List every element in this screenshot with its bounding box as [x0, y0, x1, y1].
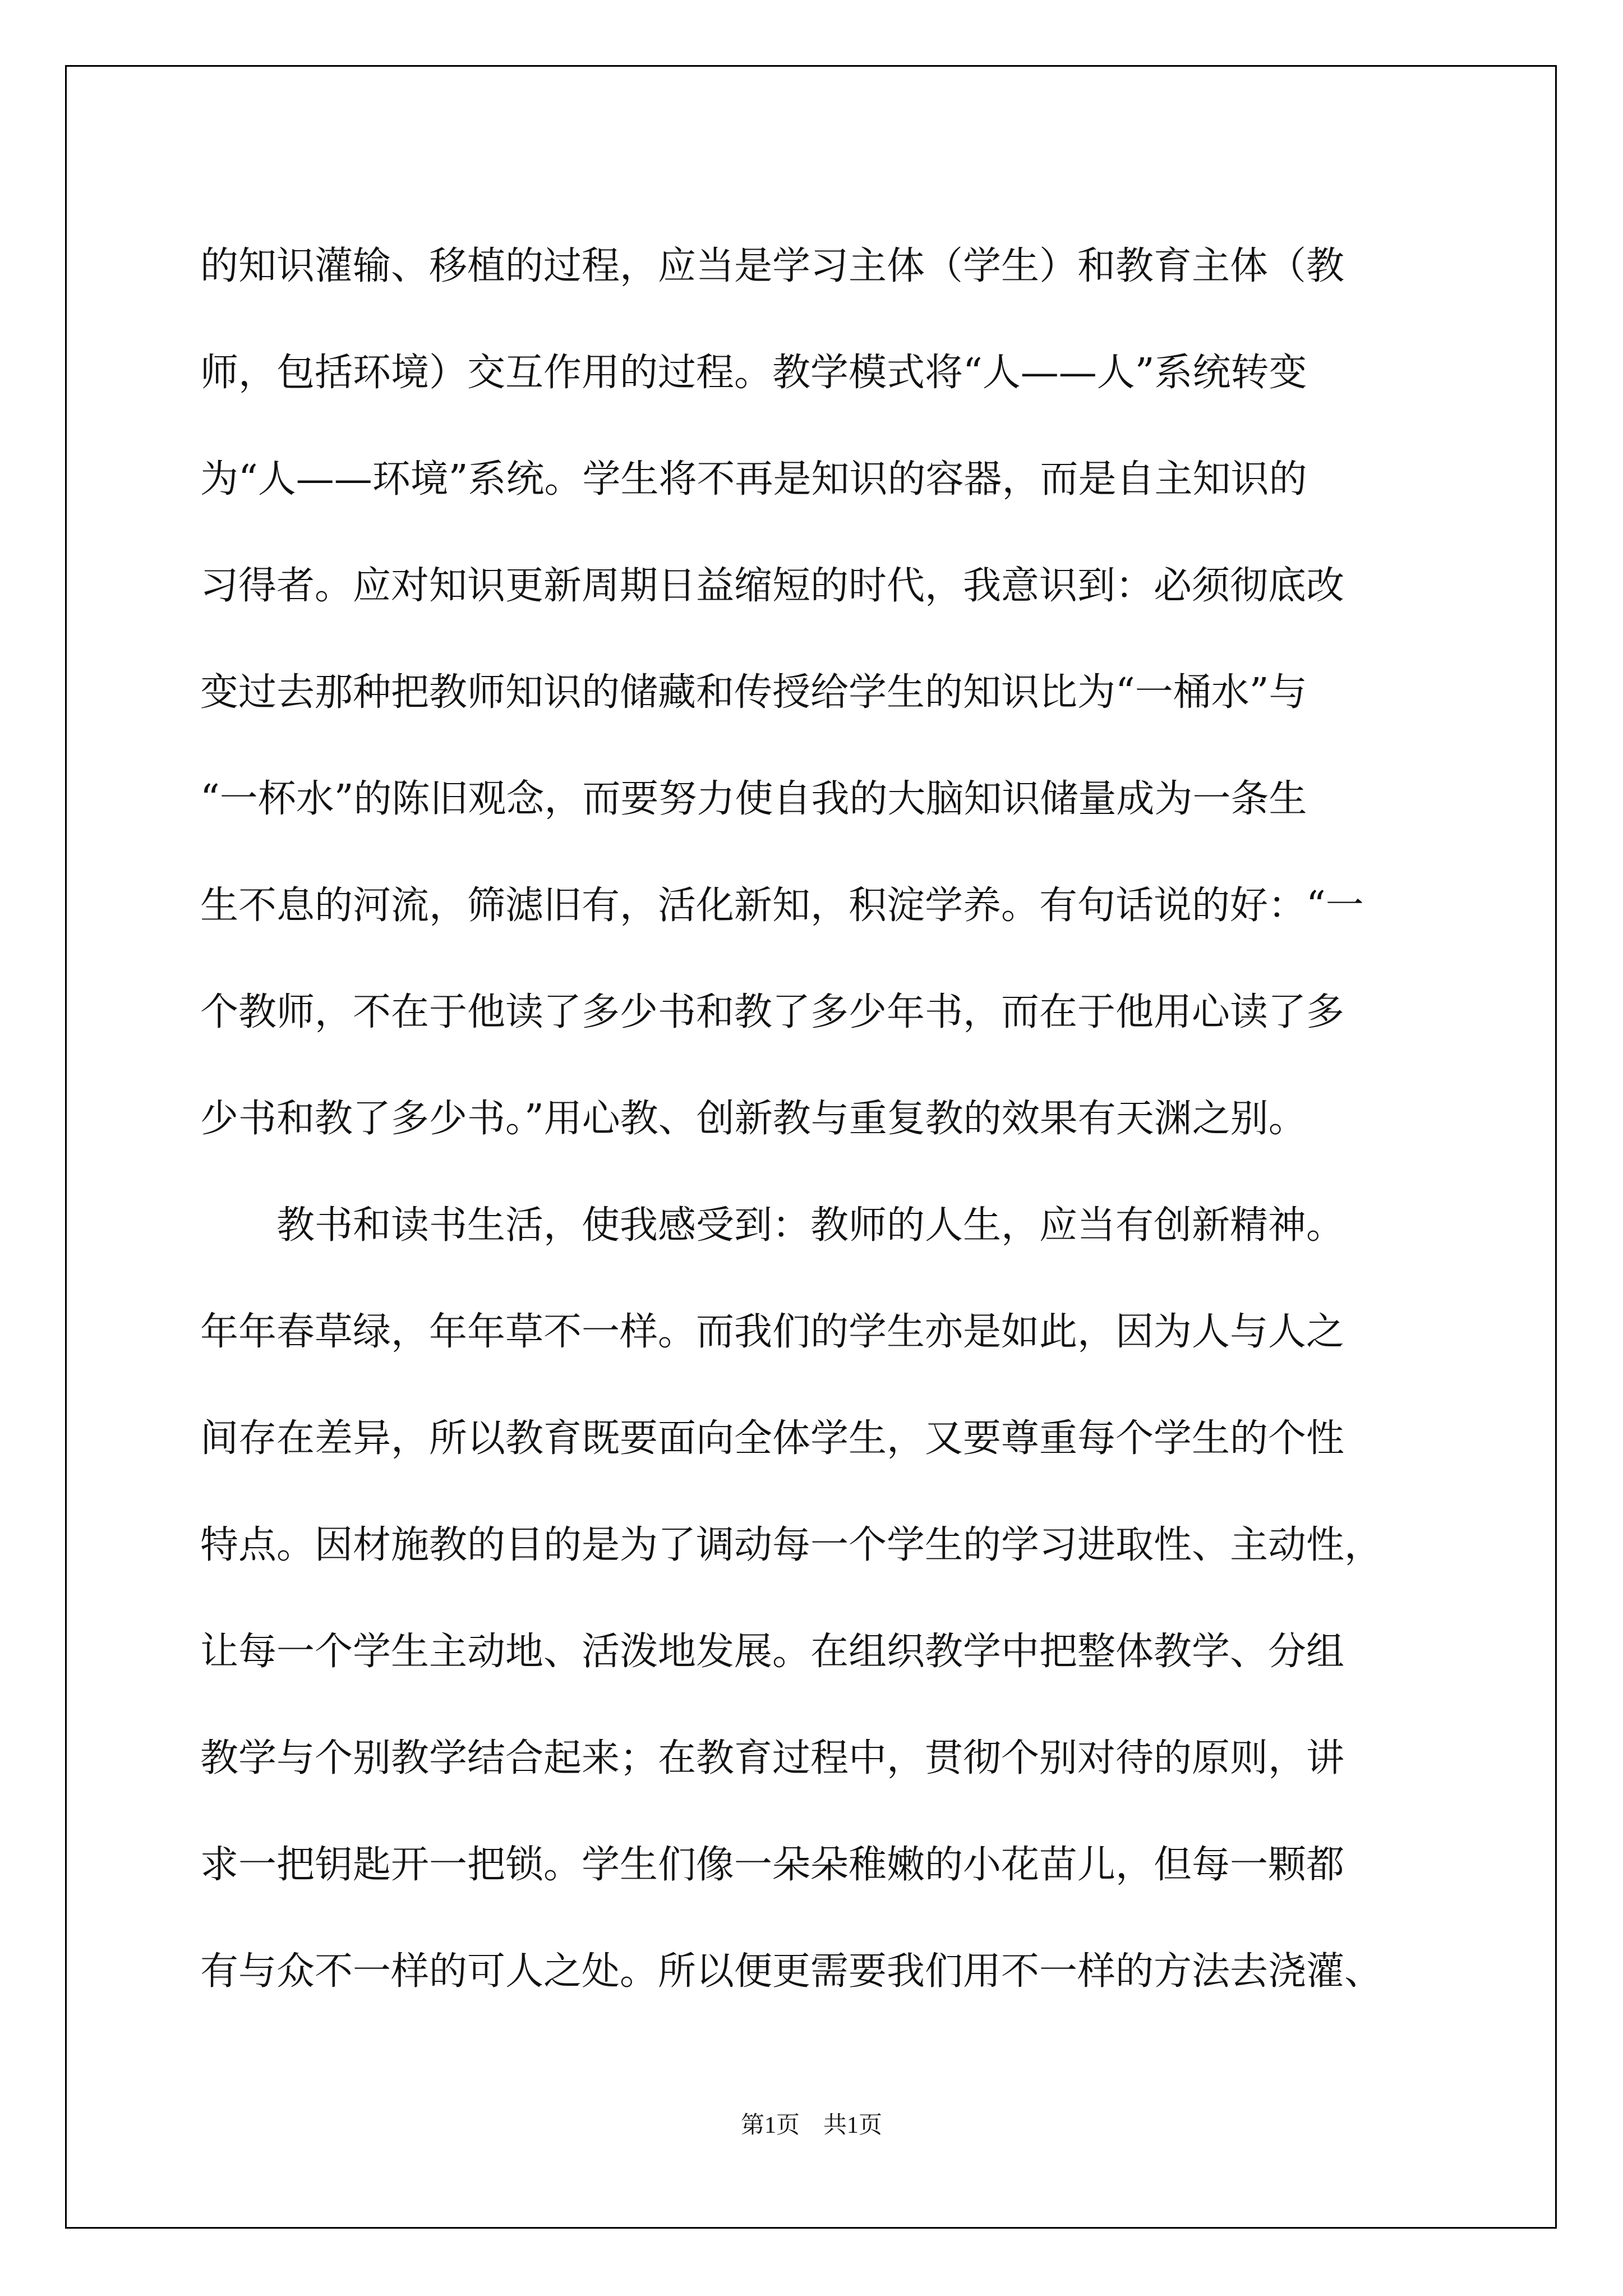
document-body	[200, 213, 1434, 2025]
text-line: 有与众不一样的可人之处。所以便更需要我们用不一样的方法去浇灌、	[200, 1949, 1383, 1994]
text-line: 求一把钥匙开一把锁。学生们像一朵朵稚嫩的小花苗儿，但每一颗都	[200, 1843, 1345, 1887]
text-line: 特点。因材施教的目的是为了调动每一个学生的学习进取性、主动性，	[200, 1523, 1383, 1567]
text-line: 为“人——环境”系统。学生将不再是知识的容器，而是自主知识的	[200, 457, 1307, 501]
text-line: 教学与个别教学结合起来；在教育过程中，贯彻个别对待的原则，讲	[200, 1736, 1345, 1780]
text-line: 习得者。应对知识更新周期日益缩短的时代，我意识到：必须彻底改	[200, 564, 1345, 608]
text-line: 生不息的河流，筛滤旧有，活化新知，积淀学养。有句话说的好：“一	[200, 884, 1364, 928]
paragraph-start-line: 教书和读书生活，使我感受到：教师的人生，应当有创新精神。	[276, 1203, 1345, 1248]
text-line: 变过去那种把教师知识的储藏和传授给学生的知识比为“一桶水”与	[200, 670, 1307, 715]
text-line: 间存在差异，所以教育既要面向全体学生，又要尊重每个学生的个性	[200, 1416, 1345, 1461]
text-line: 年年春草绿，年年草不一样。而我们的学生亦是如此，因为人与人之	[200, 1310, 1345, 1354]
text-line: “一杯水”的陈旧观念，而要努力使自我的大脑知识储量成为一条生	[200, 777, 1307, 821]
text-line: 个教师，不在于他读了多少书和教了多少年书，而在于他用心读了多	[200, 990, 1345, 1034]
text-line: 少书和教了多少书。”用心教、创新教与重复教的效果有天渊之别。	[200, 1097, 1307, 1141]
text-line: 的知识灌输、移植的过程，应当是学习主体（学生）和教育主体（教	[200, 244, 1345, 288]
page-number-footer: 第1页 共1页	[740, 2113, 882, 2138]
text-line: 师，包括环境）交互作用的过程。教学模式将“人——人”系统转变	[200, 351, 1307, 395]
text-line: 让每一个学生主动地、活泼地发展。在组织教学中把整体教学、分组	[200, 1630, 1345, 1674]
